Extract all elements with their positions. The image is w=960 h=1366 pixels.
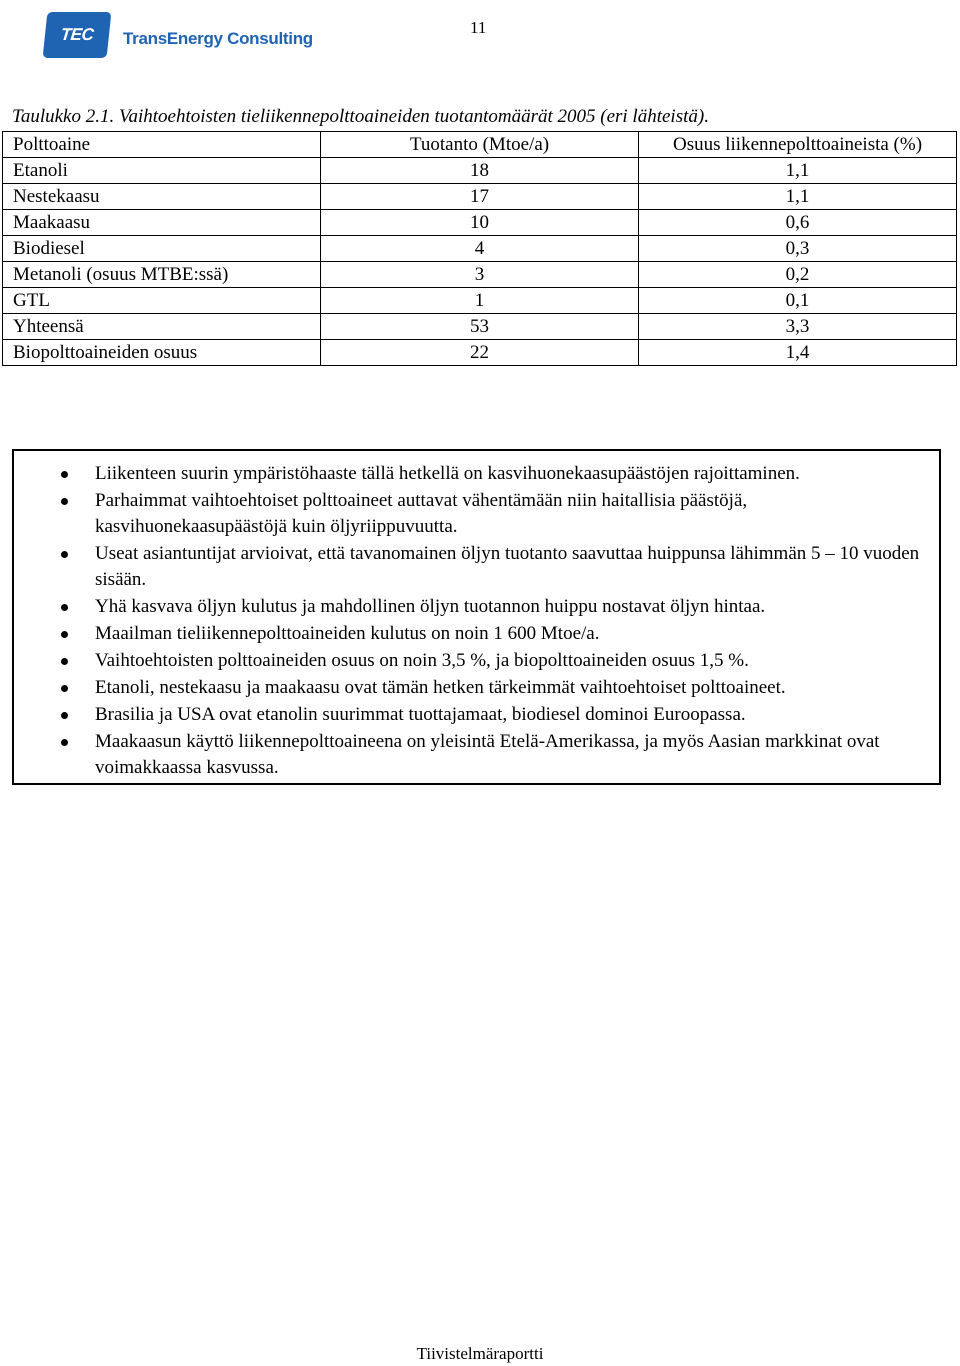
table-cell: 0,2 [639, 262, 957, 288]
list-item [14, 541, 939, 593]
logo-company-name: TransEnergy Consulting [123, 29, 313, 48]
bullet-icon [61, 739, 68, 746]
logo-badge-text: TEC [59, 25, 95, 44]
table-cell: 17 [321, 184, 639, 210]
table-header-cell: Osuus liikennepolttoaineista (%) [639, 132, 957, 158]
table-header-cell: Polttoaine [3, 132, 321, 158]
list-item [14, 461, 939, 487]
table-cell: Etanoli [3, 158, 321, 184]
bullet-icon [61, 551, 68, 558]
table-cell: GTL [3, 288, 321, 314]
table-cell: 0,1 [639, 288, 957, 314]
bullet-icon [61, 658, 68, 665]
table-row [3, 210, 957, 236]
table-cell: Nestekaasu [3, 184, 321, 210]
list-item-text: Maailman tieliikennepolttoaineiden kulutus on noin 1 600 Mtoe/a. [95, 623, 600, 644]
bullet-icon [61, 685, 68, 692]
table-cell: 10 [321, 210, 639, 236]
table-cell: 0,3 [639, 236, 957, 262]
table-row [3, 262, 957, 288]
summary-list [14, 451, 939, 781]
table-cell: 1 [321, 288, 639, 314]
bullet-icon [61, 498, 68, 505]
table-cell: 1,4 [639, 340, 957, 366]
table-row [3, 158, 957, 184]
list-item [14, 648, 939, 674]
page-number: 11 [470, 18, 487, 37]
table-header-cell: Tuotanto (Mtoe/a) [321, 132, 639, 158]
table-cell: 22 [321, 340, 639, 366]
table-cell: 3 [321, 262, 639, 288]
bullet-icon [61, 712, 68, 719]
bullet-icon [61, 604, 68, 611]
table-row [3, 184, 957, 210]
list-item-text: Maakaasun käyttö liikennepolttoaineena on yleisintä Etelä-Amerikassa, ja myös Aasian markkinat ovat voimakkaassa kasvussa. [95, 731, 880, 778]
list-item-text: Parhaimmat vaihtoehtoiset polttoaineet auttavat vähentämään niin haitallisia päästöjä, kasvihuonekaasupäästöjä kuin öljyriippuvuutta. [95, 490, 748, 537]
table-header-row [3, 132, 957, 158]
list-item [14, 675, 939, 701]
page-footer: Tiivistelmäraportti [416, 1344, 544, 1363]
company-logo [45, 12, 313, 58]
table-cell: Metanoli (osuus MTBE:ssä) [3, 262, 321, 288]
table-cell: Yhteensä [3, 314, 321, 340]
list-item-text: Yhä kasvava öljyn kulutus ja mahdollinen öljyn tuotannon huippu nostavat öljyn hintaa. [95, 596, 766, 617]
bullet-icon [61, 631, 68, 638]
fuel-production-table [2, 131, 957, 366]
list-item [14, 621, 939, 647]
table-cell: 0,6 [639, 210, 957, 236]
list-item-text: Liikenteen suurin ympäristöhaaste tällä hetkellä on kasvihuonekaasupäästöjen rajoittaminen. [95, 463, 800, 484]
table-cell: 1,1 [639, 158, 957, 184]
table-cell: Biopolttoaineiden osuus [3, 340, 321, 366]
list-item [14, 594, 939, 620]
logo-badge [43, 12, 112, 58]
list-item-text: Brasilia ja USA ovat etanolin suurimmat tuottajamaat, biodiesel dominoi Euroopassa. [95, 704, 746, 725]
table-cell: Maakaasu [3, 210, 321, 236]
table-row [3, 314, 957, 340]
list-item [14, 702, 939, 728]
table-cell: 3,3 [639, 314, 957, 340]
table-cell: 4 [321, 236, 639, 262]
list-item-text: Useat asiantuntijat arvioivat, että tavanomainen öljyn tuotanto saavuttaa huippunsa lähimmän 5 – 10 vuoden sisään. [95, 543, 920, 590]
table-cell: 53 [321, 314, 639, 340]
table-caption: Taulukko 2.1. Vaihtoehtoisten tieliikennepolttoaineiden tuotantomäärät 2005 (eri lähteistä). [12, 106, 709, 127]
table-row [3, 236, 957, 262]
summary-box [12, 449, 941, 785]
list-item [14, 729, 939, 781]
bullet-icon [61, 471, 68, 478]
table-cell: 1,1 [639, 184, 957, 210]
list-item [14, 488, 939, 540]
table-row [3, 340, 957, 366]
table-row [3, 288, 957, 314]
list-item-text: Vaihtoehtoisten polttoaineiden osuus on noin 3,5 %, ja biopolttoaineiden osuus 1,5 %. [95, 650, 749, 671]
table-cell: 18 [321, 158, 639, 184]
list-item-text: Etanoli, nestekaasu ja maakaasu ovat tämän hetken tärkeimmät vaihtoehtoiset polttoaineet. [95, 677, 786, 698]
table-cell: Biodiesel [3, 236, 321, 262]
